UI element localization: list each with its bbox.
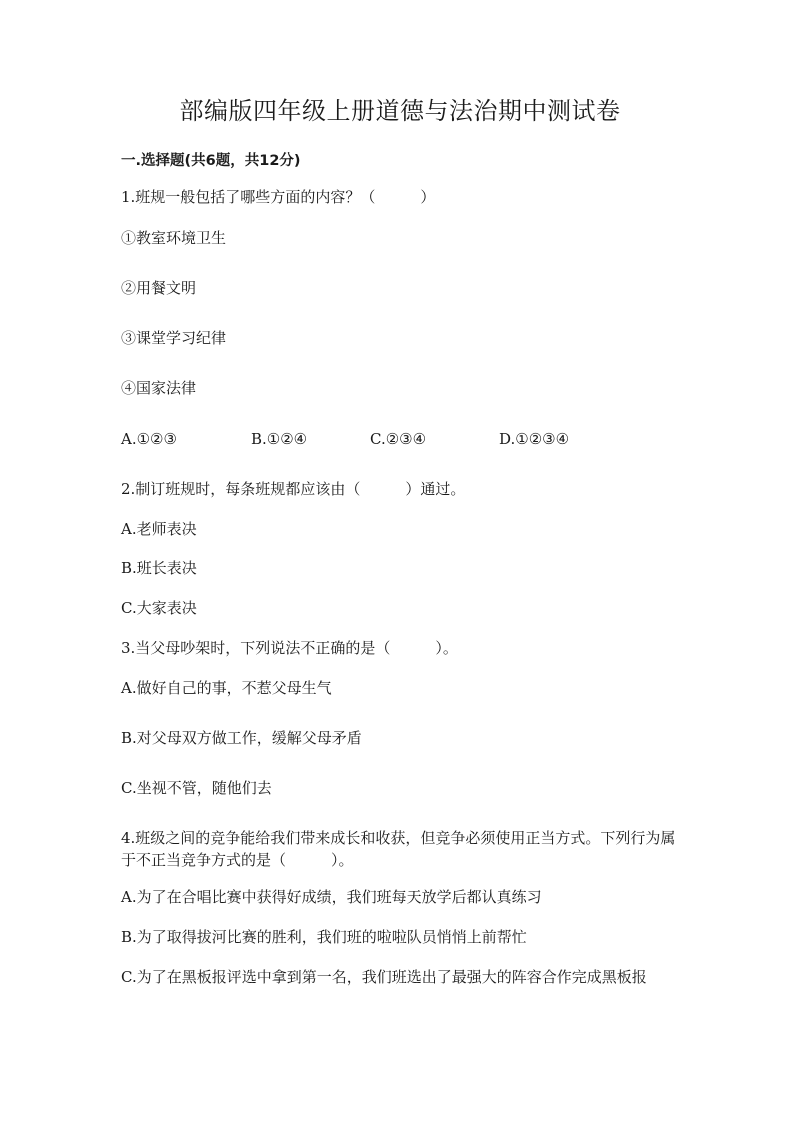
question-2-stem: 2.制订班规时，每条班规都应该由（ ）通过。	[121, 480, 466, 498]
question-1-item-3: ③课堂学习纪律	[121, 329, 227, 347]
question-2-choice-a[interactable]: A.老师表决	[121, 520, 197, 538]
question-4-choice-a[interactable]: A.为了在合唱比赛中获得好成绩，我们班每天放学后都认真练习	[121, 888, 542, 906]
question-3-choice-a[interactable]: A.做好自己的事，不惹父母生气	[121, 679, 332, 697]
question-1-item-4: ④国家法律	[121, 379, 197, 397]
question-1-item-2: ②用餐文明	[121, 279, 197, 297]
question-1-choices	[121, 428, 681, 450]
question-1-choice-b[interactable]: B.①②④	[251, 430, 308, 448]
page-title: 部编版四年级上册道德与法治期中测试卷	[179, 97, 621, 125]
question-2-choice-b[interactable]: B.班长表决	[121, 559, 197, 577]
question-4-choice-c[interactable]: C.为了在黑板报评选中拿到第一名，我们班选出了最强大的阵容合作完成黑板报	[121, 968, 647, 986]
question-3-choice-c[interactable]: C.坐视不管，随他们去	[121, 779, 272, 797]
question-1-stem: 1.班规一般包括了哪些方面的内容？（ ）	[121, 188, 436, 206]
question-4-stem: 4.班级之间的竞争能给我们带来成长和收获，但竞争必须使用正当方式。下列行为属于不正当竞争方式的是（ ）。	[121, 829, 676, 869]
question-4-choice-b[interactable]: B.为了取得拔河比赛的胜利，我们班的啦啦队员悄悄上前帮忙	[121, 928, 527, 946]
question-1-choice-a[interactable]: A.①②③	[121, 430, 177, 448]
question-2-choice-c[interactable]: C.大家表决	[121, 599, 197, 617]
question-3-stem: 3.当父母吵架时，下列说法不正确的是（ ）。	[121, 639, 458, 657]
section-heading: 一.选择题(共6题，共12分)	[121, 153, 301, 169]
question-1-choice-d[interactable]: D.①②③④	[499, 430, 570, 448]
question-3-choice-b[interactable]: B.对父母双方做工作，缓解父母矛盾	[121, 729, 362, 747]
question-1-item-1: ①教室环境卫生	[121, 229, 227, 247]
question-1-choice-c[interactable]: C.②③④	[370, 430, 427, 448]
